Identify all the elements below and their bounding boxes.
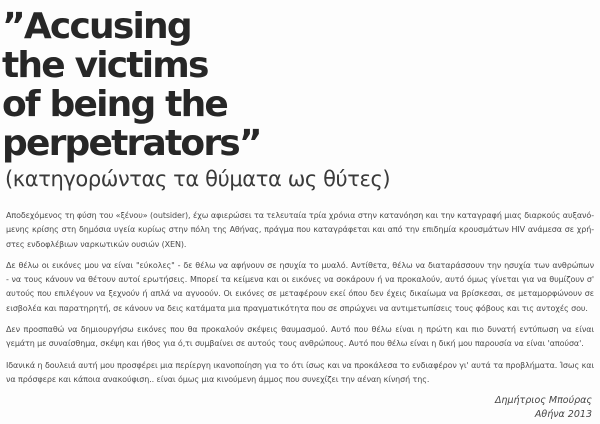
paragraph-2 — [6, 259, 594, 316]
text-line: Δε θέλω οι εικόνες μου να είναι "εύκολες" - δε θέλω να αφήνουν σε ησυχία το μυαλό. Αντίθετα, θέλω να διαταράσσουν την ησυχία των ανθρώπων — [6, 260, 594, 270]
paragraph-1 — [6, 209, 594, 252]
paragraph-4 — [6, 359, 594, 388]
page-title — [2, 7, 594, 163]
text-line: να πρόσφερε και κάποια ανακούφιση.. είναι όμως μια κινούμενη άμμος που συνεχίζει την αέναη κίνησή της. — [6, 374, 430, 384]
text-line: Ιδανικά η δουλειά αυτή μου προσφέρει μια περίεργη ικανοποίηση για το ότι ίσως και να προκάλεσα το ενδιαφέρον γι' αυτά τα προβλήματα. Ίσως και — [6, 360, 594, 370]
headline-line: of being the — [2, 84, 228, 125]
headline-line: perpetrators” — [2, 123, 261, 164]
signature-name: Δημήτριος Μπούρας — [494, 395, 592, 407]
signature-place-year: Αθήνα 2013 — [534, 409, 592, 421]
text-line: Αποδεχόμενος τη φύση του «ξένου» (outsider), έχω αφιερώσει τα τελευταία τρία χρόνια στην κατανόηση και την καταγραφή μιας διαρκούς αυξανό- — [6, 211, 594, 220]
paragraph-3 — [6, 323, 594, 352]
signature-block — [6, 394, 594, 422]
headline-line: ”Accusing — [2, 6, 191, 47]
page-subtitle: (κατηγορώντας τα θύματα ως θύτες) — [5, 167, 391, 191]
text-line: - να τους κάνουν να θέτουν αυτοί ερωτήσεις. Μπορεί τα κείμενα και οι εικόνες να σοκάρουν ή να προκαλούν, αυτό όμως γίνεται για να θυμίζουν σ' — [6, 275, 594, 285]
body-text — [6, 209, 594, 387]
text-line: Δεν προσπαθώ να δημιουργήσω εικόνες που θα προκαλούν σκέψεις θαυμασμού. Αυτό που θέλω είναι η πρώτη και πιο δυνατή εντύπωση να είναι — [6, 325, 594, 335]
text-line: αυτούς που επιλέγουν να ξεχνούν ή απλά να αγνοούν. Οι εικόνες σε μεταφέρουν εκεί όπου δεν έχεις δικαίωμα να βρίσκεσαι, σε μεταμορφώνουν σε — [6, 289, 594, 299]
text-line: εισβολέα και παρατηρητή, σε κάνουν να δεις κατάματα μια πραγματικότητα που σε σπρώχνει να αντιμετωπίσεις τους φόβους και τις αντοχές σου. — [6, 303, 588, 313]
text-line: στες ενδοφλέβιων ναρκωτικών ουσιών (ΧΕΝ). — [6, 239, 187, 249]
text-line: γεμάτη με συναίσθημα, σκέψη και ήθος για ό,τι συμβαίνει σε αυτούς τους ανθρώπους. Αυτό που θέλω είναι η δική μου παρουσία να είναι 'απούσα'. — [6, 339, 584, 349]
headline-line: the victims — [2, 45, 208, 86]
text-line: μενης κρίσης στη δημόσια υγεία κυρίως στην πόλη της Αθήνας, πράγμα που καταγράφεται και από την επιδημία κρουσμάτων HIV ανάμεσα σε χρή- — [6, 225, 594, 235]
